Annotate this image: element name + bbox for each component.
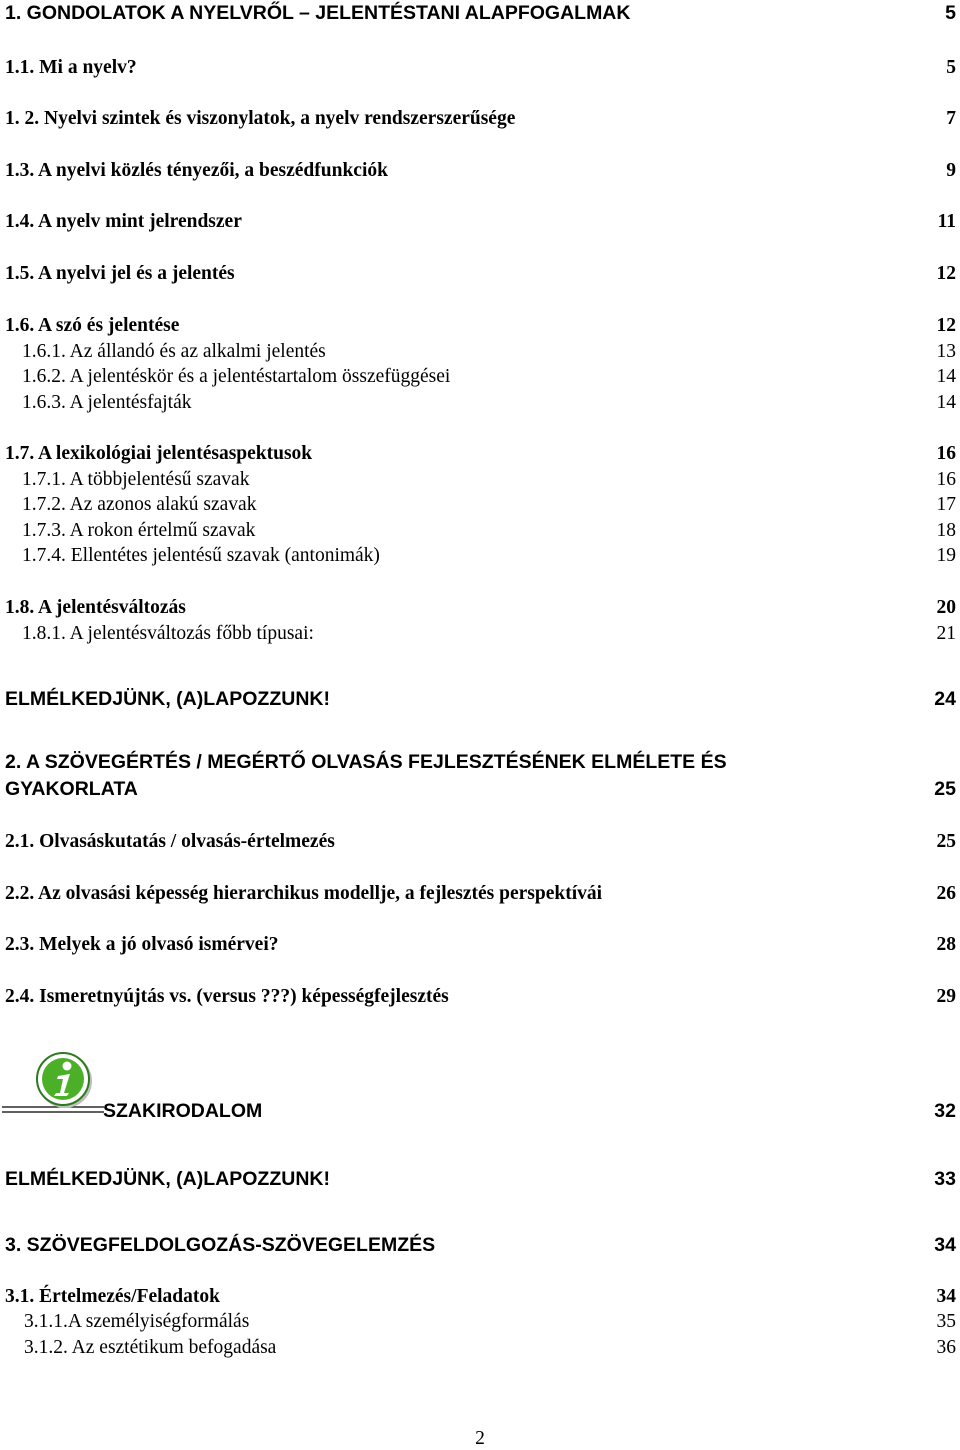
toc-entry-3-1-2[interactable] xyxy=(24,1337,956,1359)
toc-page: 13 xyxy=(936,341,956,362)
toc-page: 21 xyxy=(936,623,956,644)
toc-page: 36 xyxy=(936,1337,956,1358)
toc-label: 3.1.1.A személyiségformálás xyxy=(24,1311,250,1332)
toc-entry-3-1-1[interactable] xyxy=(24,1311,956,1333)
toc-page: 26 xyxy=(936,883,956,904)
toc-label: 2.3. Melyek a jó olvasó ismérvei? xyxy=(5,934,279,955)
toc-entry-1-8-1[interactable] xyxy=(22,623,956,645)
toc-label: 1.7.1. A többjelentésű szavak xyxy=(22,469,250,490)
toc-entry-elmelkedjunk-2[interactable] xyxy=(5,1168,956,1191)
toc-label: 1. GONDOLATOK A NYELVRŐL – JELENTÉSTANI ALAPFOGALMAK xyxy=(5,2,631,24)
toc-page: 33 xyxy=(934,1168,956,1190)
toc-entry-3[interactable] xyxy=(5,1234,956,1257)
toc-entry-1-7[interactable] xyxy=(5,443,956,465)
toc-entry-1-2[interactable] xyxy=(5,108,956,130)
toc-page: 9 xyxy=(946,160,956,181)
toc-page: 28 xyxy=(936,934,956,955)
toc-entry-2-4[interactable] xyxy=(5,986,956,1008)
toc-page: 5 xyxy=(946,57,956,78)
toc-entry-1-7-3[interactable] xyxy=(22,520,956,542)
toc-label: 1.6.3. A jelentésfajták xyxy=(22,392,192,413)
toc-page: 25 xyxy=(936,831,956,852)
toc-page: 11 xyxy=(937,211,956,232)
toc-page: 34 xyxy=(936,1286,956,1307)
toc-label-line1: 2. A SZÖVEGÉRTÉS / MEGÉRTŐ OLVASÁS FEJLESZTÉSÉNEK ELMÉLETE ÉS xyxy=(5,751,727,773)
toc-label: 2.4. Ismeretnyújtás vs. (versus ???) képességfejlesztés xyxy=(5,986,449,1007)
toc-label: 1.3. A nyelvi közlés tényezői, a beszédfunkciók xyxy=(5,160,388,181)
toc-entry-1-3[interactable] xyxy=(5,160,956,182)
info-icon xyxy=(0,1052,110,1122)
toc-entry-1-7-2[interactable] xyxy=(22,494,956,516)
toc-label: 1.8.1. A jelentésváltozás főbb típusai: xyxy=(22,623,314,644)
page-number: 2 xyxy=(475,1428,485,1449)
toc-label: 1.6.1. Az állandó és az alkalmi jelentés xyxy=(22,341,326,362)
toc-label: 1.7. A lexikológiai jelentésaspektusok xyxy=(5,443,313,464)
toc-entry-2-3[interactable] xyxy=(5,934,956,956)
toc-entry-3-1[interactable] xyxy=(5,1286,956,1308)
toc-entry-2[interactable] xyxy=(5,749,956,803)
toc-page: 17 xyxy=(936,494,956,515)
toc-entry-1-1[interactable] xyxy=(5,57,956,79)
toc-label: 2.2. Az olvasási képesség hierarchikus modellje, a fejlesztés perspektívái xyxy=(5,883,603,904)
toc-entry-1-6-2[interactable] xyxy=(22,366,956,388)
toc-page: 24 xyxy=(934,688,956,710)
toc-page: 14 xyxy=(936,366,956,387)
toc-label: 3. SZÖVEGFELDOLGOZÁS-SZÖVEGELEMZÉS xyxy=(5,1234,436,1256)
toc-page: 12 xyxy=(936,263,956,284)
toc-page: 25 xyxy=(934,778,956,800)
toc-page: 20 xyxy=(936,597,956,618)
toc-label: 1.4. A nyelv mint jelrendszer xyxy=(5,211,242,232)
toc-entry-szakirodalom[interactable] xyxy=(103,1100,956,1123)
toc-label: 2.1. Olvasáskutatás / olvasás-értelmezés xyxy=(5,831,335,852)
toc-label: 1.7.2. Az azonos alakú szavak xyxy=(22,494,257,515)
toc-entry-2-1[interactable] xyxy=(5,831,956,853)
toc-label: 3.1. Értelmezés/Feladatok xyxy=(5,1286,220,1307)
toc-entry-1-7-4[interactable] xyxy=(22,545,956,567)
toc-entry-1-6-3[interactable] xyxy=(22,392,956,414)
toc-entry-1-5[interactable] xyxy=(5,263,956,285)
toc-entry-1-6-1[interactable] xyxy=(22,341,956,363)
toc-entry-elmelkedjunk-1[interactable] xyxy=(5,688,956,711)
toc-label: 1. 2. Nyelvi szintek és viszonylatok, a nyelv rendszerszerűsége xyxy=(5,108,516,129)
toc-entry-1-6[interactable] xyxy=(5,315,956,337)
toc-entry-1-8[interactable] xyxy=(5,597,956,619)
toc-page: 34 xyxy=(934,1234,956,1256)
toc-label: ELMÉLKEDJÜNK, (A)LAPOZZUNK! xyxy=(5,688,330,710)
toc-label: 1.7.4. Ellentétes jelentésű szavak (antonimák) xyxy=(22,545,380,566)
toc-page: 35 xyxy=(936,1311,956,1332)
toc-label: ELMÉLKEDJÜNK, (A)LAPOZZUNK! xyxy=(5,1168,330,1190)
toc-label: SZAKIRODALOM xyxy=(103,1100,263,1122)
toc-label: 1.7.3. A rokon értelmű szavak xyxy=(22,520,256,541)
toc-page: 16 xyxy=(936,469,956,490)
toc-label: 1.6.2. A jelentéskör és a jelentéstartalom összefüggései xyxy=(22,366,451,387)
toc-label: 1.5. A nyelvi jel és a jelentés xyxy=(5,263,235,284)
toc-label-line2: GYAKORLATA xyxy=(5,778,138,800)
toc-page: 19 xyxy=(936,545,956,566)
toc-page: 18 xyxy=(936,520,956,541)
toc-page: 29 xyxy=(936,986,956,1007)
toc-entry-1-7-1[interactable] xyxy=(22,469,956,491)
toc-label: 1.1. Mi a nyelv? xyxy=(5,57,137,78)
toc-page: 7 xyxy=(946,108,956,129)
toc-entry-2-2[interactable] xyxy=(5,883,956,905)
toc-label: 3.1.2. Az esztétikum befogadása xyxy=(24,1337,277,1358)
toc-label: 1.8. A jelentésváltozás xyxy=(5,597,186,618)
toc-page: 14 xyxy=(936,392,956,413)
toc-page: 32 xyxy=(934,1100,956,1122)
toc-entry-1-4[interactable] xyxy=(5,211,956,233)
toc-entry-1[interactable] xyxy=(5,2,956,25)
toc-label: 1.6. A szó és jelentése xyxy=(5,315,180,336)
toc-page: 5 xyxy=(945,2,956,24)
toc-page: 12 xyxy=(936,315,956,336)
toc-page: 16 xyxy=(936,443,956,464)
